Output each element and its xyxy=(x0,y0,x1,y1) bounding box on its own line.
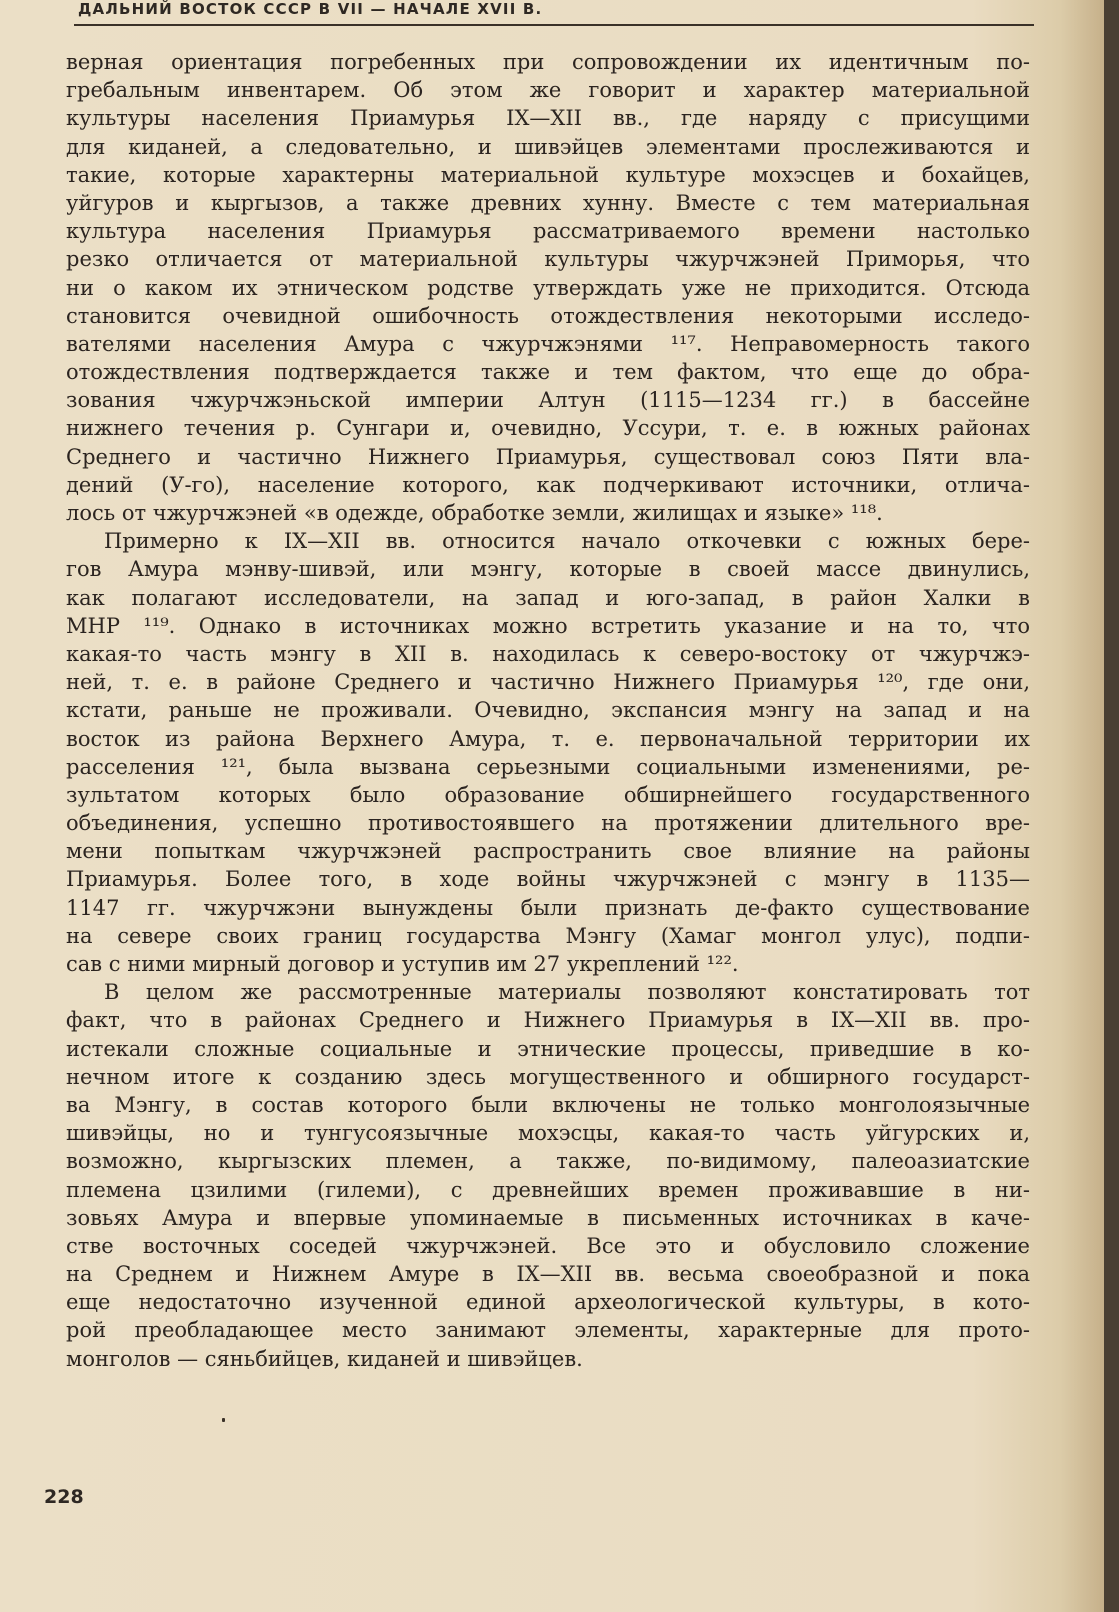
text-line: ва Мэнгу, в состав которого были включены не только монголоязычные xyxy=(66,1092,1030,1117)
paragraph-start-line: Примерно к IX—XII вв. относится начало откочевки с южных бере- xyxy=(104,529,1030,554)
text-line: ни о каком их этническом родстве утверждать уже не приходится. Отсюда xyxy=(66,275,1030,300)
text-line: восток из района Верхнего Амура, т. е. первоначальной территории их xyxy=(66,726,1030,751)
text-line: какая-то часть мэнгу в XII в. находилась к северо-востоку от чжурчжэ- xyxy=(66,641,1030,666)
text-line: сав с ними мирный договор и уступив им 27 укреплений ¹²². xyxy=(66,952,739,976)
text-line: Приамурья. Более того, в ходе войны чжурчжэней с мэнгу в 1135— xyxy=(66,867,1030,892)
text-line: дений (У-го), население которого, как подчеркивают источники, отлича- xyxy=(66,472,1030,497)
text-line: вателями населения Амура с чжурчжэнями ¹¹⁷. Неправомерность такого xyxy=(66,331,1030,356)
running-head: ДАЛЬНИЙ ВОСТОК СССР В VII — НАЧАЛЕ XVII В. xyxy=(78,0,543,18)
text-line: МНР ¹¹⁹. Однако в источниках можно встретить указание и на то, что xyxy=(66,613,1030,638)
text-line: отождествления подтверждается также и тем фактом, что еще до обра- xyxy=(66,360,1030,385)
text-line: нечном итоге к созданию здесь могущественного и обширного государст- xyxy=(66,1064,1030,1089)
text-line: лось от чжурчжэней «в одежде, обработке земли, жилищах и языке» ¹¹⁸. xyxy=(66,501,883,525)
text-line: на севере своих границ государства Мэнгу (Хамаг монгол улус), подпи- xyxy=(66,923,1030,948)
text-line: становится очевидной ошибочность отождествления некоторыми исследо- xyxy=(66,303,1030,328)
text-line: резко отличается от материальной культуры чжурчжэней Приморья, что xyxy=(66,247,1030,272)
text-line: племена цзилими (гилеми), с древнейших времен проживавшие в ни- xyxy=(66,1177,1030,1202)
text-line: истекали сложные социальные и этнические процессы, приведшие в ко- xyxy=(66,1036,1030,1061)
paragraph-start-line: В целом же рассмотренные материалы позволяют констатировать тот xyxy=(104,980,1030,1005)
text-line: верная ориентация погребенных при сопровождении их идентичным по- xyxy=(66,50,1030,74)
text-line: нижнего течения р. Сунгари и, очевидно, Уссури, т. е. в южных районах xyxy=(66,416,1030,441)
text-line: такие, которые характерны материальной культуре мохэсцев и бохайцев, xyxy=(66,162,1030,187)
header-rule xyxy=(74,24,1034,26)
text-line: кстати, раньше не проживали. Очевидно, экспансия мэнгу на запад и на xyxy=(66,698,1030,723)
text-line: еще недостаточно изученной единой археологической культуры, в кото- xyxy=(66,1290,1030,1315)
text-line: 1147 гг. чжурчжэни вынуждены были признать де-факто существование xyxy=(66,895,1030,920)
page-number: 228 xyxy=(44,1486,84,1508)
text-line: расселения ¹²¹, была вызвана серьезными социальными изменениями, ре- xyxy=(66,754,1030,779)
text-line: ней, т. е. в районе Среднего и частично Нижнего Приамурья ¹²⁰, где они, xyxy=(66,670,1030,695)
text-line: зовьях Амура и впервые упоминаемые в письменных источниках в каче- xyxy=(66,1205,1030,1230)
text-line: культуры населения Приамурья IX—XII вв., где наряду с присущими xyxy=(66,106,1030,131)
text-line: объединения, успешно противостоявшего на протяжении длительного вре- xyxy=(66,811,1030,836)
text-line: культура населения Приамурья рассматриваемого времени настолько xyxy=(66,219,1030,244)
text-line: монголов — сяньбийцев, киданей и шивэйцев. xyxy=(66,1346,583,1371)
text-line: гребальным инвентарем. Об этом же говорит и характер материальной xyxy=(66,78,1030,103)
text-line: факт, что в районах Среднего и Нижнего Приамурья в IX—XII вв. про- xyxy=(66,1008,1030,1033)
text-line: гов Амура мэнву-шивэй, или мэнгу, которые в своей массе двинулись, xyxy=(66,557,1030,582)
text-line: стве восточных соседей чжурчжэней. Все это и обусловило сложение xyxy=(66,1233,1030,1258)
text-line: Среднего и частично Нижнего Приамурья, существовал союз Пяти вла- xyxy=(66,444,1030,469)
text-line: зультатом которых было образование обширнейшего государственного xyxy=(66,782,1030,807)
text-line: как полагают исследователи, на запад и юго-запад, в район Халки в xyxy=(66,585,1030,610)
text-line: шивэйцы, но и тунгусоязычные мохэсцы, какая-то часть уйгурских и, xyxy=(66,1121,1030,1146)
ink-speck xyxy=(222,1418,225,1422)
text-line: возможно, кыргызских племен, а также, по-видимому, палеоазиатские xyxy=(66,1149,1030,1174)
text-line: для киданей, а следовательно, и шивэйцев элементами прослеживаются и xyxy=(66,134,1030,159)
text-line: рой преобладающее место занимают элементы, характерные для прото- xyxy=(66,1318,1030,1343)
body-text xyxy=(66,48,1030,1373)
text-line: на Среднем и Нижнем Амуре в IX—XII вв. весьма своеобразной и пока xyxy=(66,1262,1030,1287)
text-line: зования чжурчжэньской империи Алтун (1115—1234 гг.) в бассейне xyxy=(66,388,1030,413)
text-line: мени попыткам чжурчжэней распространить свое влияние на районы xyxy=(66,839,1030,864)
text-line: уйгуров и кыргызов, а также древних хунну. Вместе с тем материальная xyxy=(66,190,1030,215)
